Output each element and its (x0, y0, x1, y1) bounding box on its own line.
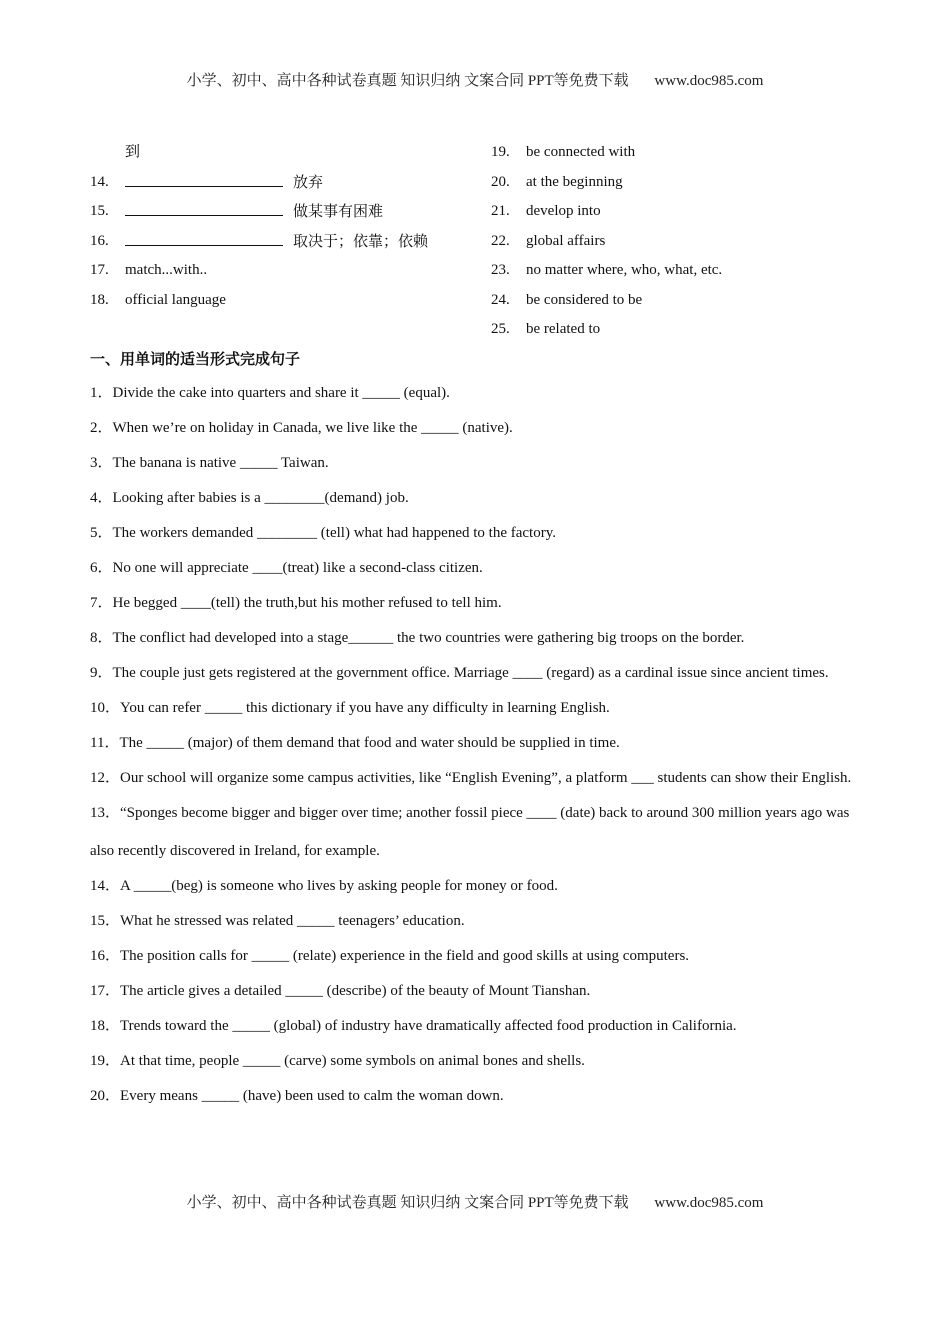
exercise-number: 14． (90, 878, 121, 894)
exercise-text: He begged ____(tell) the truth,but his mother refused to tell him. (112, 595, 502, 611)
vocab-item (90, 142, 141, 172)
vocab-number: 15. (90, 203, 109, 219)
vocab-text: global affairs (526, 232, 606, 249)
exercise-number: 4． (90, 490, 113, 506)
fill-blank[interactable] (125, 201, 283, 216)
exercise-text: Our school will organize some campus activities, like “English Evening”, a platform ___ students can show their English. (120, 770, 852, 786)
exercise-text: When we’re on holiday in Canada, we live like the _____ (native). (112, 420, 513, 436)
exercise-text: Every means _____ (have) been used to calm the woman down. (120, 1088, 504, 1104)
exercise-text: Looking after babies is a ________(demand) job. (112, 490, 409, 506)
exercise-item (90, 981, 860, 1001)
exercise-item (90, 488, 860, 508)
vocab-number: 16. (90, 232, 109, 249)
vocab-item (491, 142, 636, 172)
exercise-list (90, 383, 860, 1121)
exercise-number: 6． (90, 560, 113, 576)
vocab-text: 到 (125, 144, 141, 160)
exercise-number: 11． (90, 735, 120, 751)
exercise-number: 5． (90, 525, 113, 541)
exercise-number: 10． (90, 700, 121, 716)
vocab-number: 21. (491, 203, 510, 219)
fill-blank[interactable] (125, 172, 283, 187)
exercise-item (90, 1086, 860, 1106)
exercise-item (90, 698, 860, 718)
vocab-item (491, 260, 723, 290)
vocab-item (90, 201, 384, 231)
exercise-text: At that time, people _____ (carve) some symbols on animal bones and shells. (120, 1053, 585, 1069)
exercise-item (90, 759, 860, 797)
vocab-text: be considered to be (526, 291, 643, 308)
exercise-number: 15． (90, 913, 121, 929)
exercise-number: 13． (90, 805, 121, 821)
exercise-item (90, 946, 860, 966)
exercise-item (90, 794, 860, 870)
vocab-number: 23. (491, 262, 510, 278)
exercise-item (90, 1051, 860, 1071)
exercise-text: “Sponges become bigger and bigger over time; another fossil piece ____ (date) back to around 300 million years ago was also recently discovered in Ireland, for example. (90, 805, 850, 859)
exercise-number: 1． (90, 385, 113, 401)
vocab-item (491, 319, 601, 349)
exercise-number: 17． (90, 983, 121, 999)
exercise-item (90, 523, 860, 543)
exercise-text: The conflict had developed into a stage______ the two countries were gathering big troops on the border. (112, 630, 745, 646)
vocab-number: 22. (491, 232, 510, 249)
page-header (0, 69, 950, 90)
exercise-item (90, 418, 860, 438)
exercise-number: 19． (90, 1053, 121, 1069)
vocab-number: 19. (491, 144, 510, 160)
exercise-number: 7． (90, 595, 113, 611)
vocab-item (90, 290, 226, 320)
exercise-item (90, 453, 860, 473)
exercise-text: The article gives a detailed _____ (describe) of the beauty of Mount Tianshan. (120, 983, 591, 999)
vocab-item (491, 290, 643, 320)
vocab-number: 24. (491, 291, 510, 308)
page-footer (0, 1191, 950, 1212)
vocab-text: 取决于；依靠；依赖 (293, 233, 429, 250)
exercise-item (90, 558, 860, 578)
vocab-item (491, 172, 623, 202)
exercise-text: What he stressed was related _____ teenagers’ education. (120, 913, 465, 929)
exercise-text: The _____ (major) of them demand that food and water should be supplied in time. (119, 735, 620, 751)
vocab-number: 20. (491, 173, 510, 190)
section-title: 一、用单词的适当形式完成句子 (90, 350, 301, 368)
exercise-text: The banana is native _____ Taiwan. (112, 455, 329, 471)
exercise-number: 2． (90, 420, 113, 436)
vocab-text: develop into (526, 203, 601, 219)
exercise-item (90, 733, 860, 753)
vocab-text: official language (125, 291, 226, 308)
footer-url[interactable]: www.doc985.com (654, 1195, 764, 1211)
vocab-number: 17. (90, 262, 109, 278)
exercise-number: 18． (90, 1018, 121, 1034)
vocab-text: be connected with (526, 144, 636, 160)
exercise-item (90, 911, 860, 931)
exercise-text: The position calls for _____ (relate) experience in the field and good skills at using computers. (120, 948, 690, 964)
vocab-text: 做某事有困难 (293, 204, 384, 220)
exercise-text: The couple just gets registered at the government office. Marriage ____ (regard) as a cardinal issue since ancient times. (112, 665, 829, 681)
vocab-number: 14. (90, 173, 109, 190)
vocab-text: match...with.. (125, 262, 208, 278)
fill-blank[interactable] (125, 231, 283, 246)
vocab-item (90, 172, 324, 202)
exercise-text: You can refer _____ this dictionary if you have any difficulty in learning English. (120, 700, 610, 716)
exercise-number: 16． (90, 948, 121, 964)
vocab-text: no matter where, who, what, etc. (526, 262, 723, 278)
exercise-text: A _____(beg) is someone who lives by asking people for money or food. (120, 878, 558, 894)
vocab-text: 放弃 (293, 174, 324, 191)
vocab-number: 18. (90, 291, 109, 308)
exercise-text: Trends toward the _____ (global) of industry have dramatically affected food production in California. (120, 1018, 737, 1034)
exercise-text: Divide the cake into quarters and share it _____ (equal). (112, 385, 450, 401)
vocab-list-left (90, 142, 429, 319)
vocab-text: at the beginning (526, 173, 623, 190)
vocab-number: 25. (491, 321, 510, 337)
exercise-number: 9． (90, 665, 113, 681)
exercise-number: 12． (90, 770, 121, 786)
exercise-number: 3． (90, 455, 113, 471)
exercise-text: No one will appreciate ____(treat) like a second-class citizen. (112, 560, 483, 576)
exercise-item (90, 383, 860, 403)
header-text: 小学、初中、高中各种试卷真题 知识归纳 文案合同 PPT等免费下载 (186, 73, 629, 89)
exercise-item (90, 593, 860, 613)
exercise-item (90, 876, 860, 896)
vocab-item (90, 231, 429, 261)
vocab-text: be related to (526, 321, 601, 337)
exercise-item (90, 654, 860, 692)
vocab-item (491, 231, 606, 261)
exercise-item (90, 1016, 860, 1036)
vocab-item (90, 260, 208, 290)
exercise-number: 8． (90, 630, 113, 646)
exercise-number: 20． (90, 1088, 121, 1104)
exercise-item (90, 628, 860, 648)
footer-text: 小学、初中、高中各种试卷真题 知识归纳 文案合同 PPT等免费下载 (186, 1195, 629, 1211)
vocab-list-right (491, 142, 723, 349)
exercise-text: The workers demanded ________ (tell) what had happened to the factory. (112, 525, 556, 541)
vocab-item (491, 201, 601, 231)
header-url[interactable]: www.doc985.com (654, 73, 764, 89)
